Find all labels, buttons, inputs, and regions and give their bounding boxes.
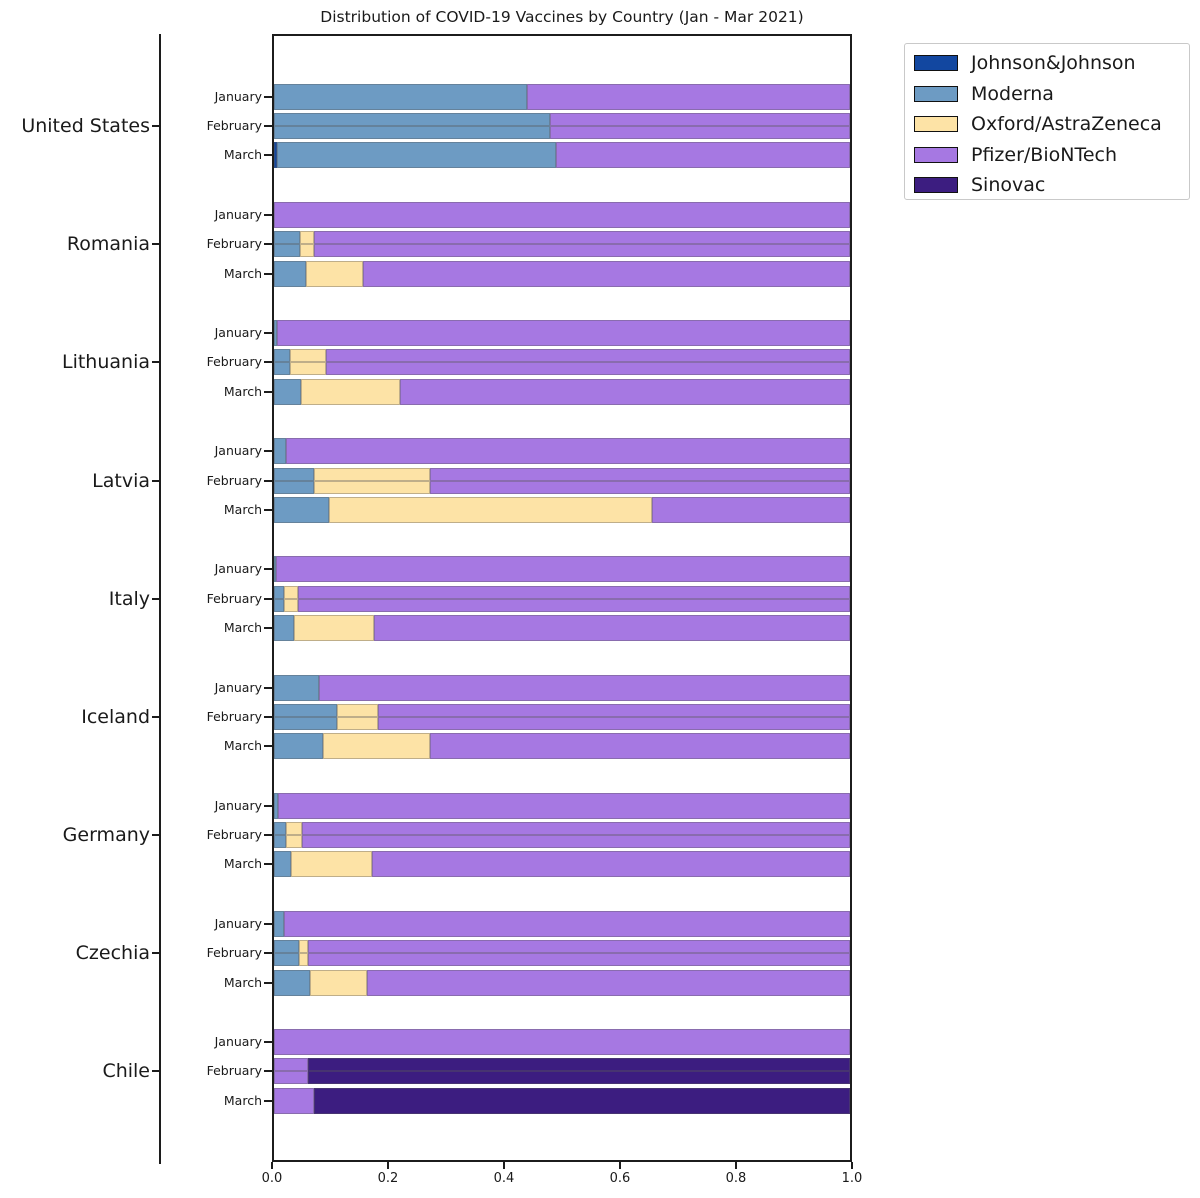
x-axis-tick-label: 0.2 (377, 1171, 399, 1186)
bar-segment-moderna (274, 244, 300, 257)
bar-czechia-february-a (274, 940, 850, 953)
bar-segment-moderna (274, 851, 291, 877)
bar-germany-january (274, 793, 850, 819)
country-label-iceland: Iceland (81, 705, 150, 728)
legend-swatch-pfizer-biontech (914, 147, 958, 163)
month-label-latvia-january: January (214, 443, 262, 459)
country-label-germany: Germany (62, 824, 150, 847)
month-tick (264, 361, 272, 363)
bar-segment-oxford-astrazeneca (290, 349, 326, 362)
bar-segment-moderna (274, 362, 290, 375)
month-label-united-states-march: March (223, 147, 262, 163)
bar-segment-oxford-astrazeneca (284, 586, 297, 599)
legend-swatch-johnson-johnson (914, 55, 958, 71)
x-axis-tick-label: 0.6 (609, 1171, 631, 1186)
month-label-iceland-february: February (206, 708, 262, 724)
bar-segment-oxford-astrazeneca (300, 231, 314, 244)
bar-czechia-march (274, 970, 850, 996)
month-tick (264, 863, 272, 865)
bar-segment-oxford-astrazeneca (291, 851, 372, 877)
bar-latvia-january (274, 438, 850, 464)
bar-segment-pfizer-biontech (302, 822, 850, 835)
legend-label-sinovac: Sinovac (971, 174, 1046, 196)
bar-germany-february-a (274, 822, 850, 835)
bar-segment-moderna (274, 84, 527, 110)
bar-chile-january (274, 1029, 850, 1055)
legend-swatch-sinovac (914, 177, 958, 193)
plot-area (272, 34, 852, 1162)
bar-italy-february-a (274, 586, 850, 599)
bar-segment-pfizer-biontech (298, 599, 850, 612)
bar-iceland-january (274, 675, 850, 701)
month-tick (264, 509, 272, 511)
month-tick (264, 923, 272, 925)
bar-segment-moderna (274, 835, 286, 848)
bar-united-states-march (274, 142, 850, 168)
bar-segment-moderna (274, 717, 337, 730)
month-label-czechia-march: March (223, 974, 262, 990)
bar-lithuania-february-b (274, 362, 850, 375)
month-label-romania-january: January (214, 206, 262, 222)
bar-segment-oxford-astrazeneca (314, 481, 430, 494)
month-tick (264, 716, 272, 718)
legend-swatch-moderna (914, 86, 958, 102)
bar-segment-moderna (274, 126, 550, 139)
month-label-chile-march: March (223, 1092, 262, 1108)
month-label-germany-january: January (214, 797, 262, 813)
month-tick (264, 273, 272, 275)
bar-segment-pfizer-biontech (298, 586, 850, 599)
month-label-italy-january: January (214, 561, 262, 577)
legend-item-moderna (905, 83, 1189, 105)
x-axis-tick-label: 0.8 (725, 1171, 747, 1186)
x-axis-tick (619, 1162, 621, 1169)
bar-segment-pfizer-biontech (284, 911, 850, 937)
country-label-romania: Romania (66, 233, 150, 256)
bar-iceland-february-b (274, 717, 850, 730)
month-label-romania-march: March (223, 265, 262, 281)
month-tick (264, 952, 272, 954)
month-label-iceland-march: March (223, 738, 262, 754)
month-tick (264, 96, 272, 98)
bar-segment-oxford-astrazeneca (290, 362, 326, 375)
bar-latvia-march (274, 497, 850, 523)
country-label-latvia: Latvia (92, 469, 150, 492)
bar-segment-pfizer-biontech (308, 953, 850, 966)
bar-iceland-february-a (274, 704, 850, 717)
bar-segment-pfizer-biontech (430, 733, 850, 759)
bar-segment-moderna (274, 349, 290, 362)
bar-segment-oxford-astrazeneca (286, 835, 302, 848)
bar-segment-pfizer-biontech (277, 320, 850, 346)
bar-united-states-january (274, 84, 850, 110)
bar-segment-pfizer-biontech (363, 261, 850, 287)
bar-italy-march (274, 615, 850, 641)
bar-segment-moderna (274, 113, 550, 126)
month-tick (264, 834, 272, 836)
bar-segment-pfizer-biontech (367, 970, 850, 996)
bar-segment-oxford-astrazeneca (306, 261, 364, 287)
bar-segment-pfizer-biontech (550, 126, 850, 139)
bar-united-states-february-a (274, 113, 850, 126)
bar-segment-pfizer-biontech (326, 349, 850, 362)
month-label-latvia-march: March (223, 501, 262, 517)
bar-segment-oxford-astrazeneca (337, 704, 378, 717)
bar-segment-moderna (274, 468, 314, 481)
bar-segment-moderna (274, 911, 284, 937)
month-tick (264, 627, 272, 629)
bar-segment-pfizer-biontech (276, 556, 850, 582)
bar-segment-moderna (274, 970, 310, 996)
month-label-germany-february: February (206, 827, 262, 843)
legend-label-moderna: Moderna (971, 82, 1054, 105)
bar-lithuania-march (274, 379, 850, 405)
bar-segment-moderna (274, 615, 294, 641)
bar-germany-march (274, 851, 850, 877)
bar-segment-pfizer-biontech (274, 1071, 308, 1084)
bar-segment-pfizer-biontech (274, 1058, 308, 1071)
month-tick (264, 1100, 272, 1102)
x-axis-tick (503, 1162, 505, 1169)
bar-segment-moderna (274, 261, 306, 287)
x-axis-tick-label: 0.4 (493, 1171, 515, 1186)
month-tick (264, 805, 272, 807)
month-label-germany-march: March (223, 856, 262, 872)
bar-segment-pfizer-biontech (326, 362, 850, 375)
bar-segment-oxford-astrazeneca (310, 970, 367, 996)
bar-segment-pfizer-biontech (652, 497, 850, 523)
bar-segment-oxford-astrazeneca (337, 717, 378, 730)
country-label-lithuania: Lithuania (61, 351, 150, 374)
bar-segment-pfizer-biontech (378, 717, 850, 730)
month-tick (264, 332, 272, 334)
bar-czechia-january (274, 911, 850, 937)
bar-segment-pfizer-biontech (430, 468, 850, 481)
bar-lithuania-february-a (274, 349, 850, 362)
bar-segment-pfizer-biontech (374, 615, 850, 641)
bar-czechia-february-b (274, 953, 850, 966)
bar-segment-pfizer-biontech (430, 481, 850, 494)
country-label-united-states: United States (21, 115, 150, 138)
bar-segment-moderna (274, 231, 300, 244)
x-axis-tick (271, 1162, 273, 1169)
month-label-chile-january: January (214, 1034, 262, 1050)
bar-segment-pfizer-biontech (274, 1029, 850, 1055)
legend-label-johnson-johnson: Johnson&Johnson (971, 52, 1136, 74)
legend-item-pfizer-biontech (905, 144, 1189, 166)
bar-chile-february-a (274, 1058, 850, 1071)
bar-romania-february-a (274, 231, 850, 244)
country-label-czechia: Czechia (75, 942, 150, 965)
month-tick (264, 687, 272, 689)
bar-segment-moderna (274, 379, 301, 405)
legend-label-pfizer-biontech: Pfizer/BioNTech (971, 143, 1118, 166)
month-label-italy-february: February (206, 590, 262, 606)
legend-label-oxford-astrazeneca: Oxford/AstraZeneca (971, 113, 1162, 135)
month-tick (264, 745, 272, 747)
month-label-romania-february: February (206, 236, 262, 252)
month-tick (264, 568, 272, 570)
bar-segment-oxford-astrazeneca (299, 953, 308, 966)
bar-segment-pfizer-biontech (378, 704, 850, 717)
bar-segment-oxford-astrazeneca (284, 599, 297, 612)
x-axis-tick (851, 1162, 853, 1169)
bar-segment-pfizer-biontech (274, 202, 850, 228)
bar-chile-february-b (274, 1071, 850, 1084)
legend-item-sinovac (905, 174, 1189, 196)
month-tick (264, 1070, 272, 1072)
month-label-iceland-january: January (214, 679, 262, 695)
month-tick (264, 391, 272, 393)
bar-segment-moderna (274, 822, 286, 835)
bar-segment-oxford-astrazeneca (314, 468, 430, 481)
bar-segment-moderna (274, 599, 284, 612)
bar-segment-moderna (277, 142, 556, 168)
bar-segment-oxford-astrazeneca (323, 733, 430, 759)
month-label-united-states-january: January (214, 88, 262, 104)
bar-segment-pfizer-biontech (274, 1088, 314, 1114)
bar-segment-pfizer-biontech (556, 142, 850, 168)
bar-chile-march (274, 1088, 850, 1114)
month-label-latvia-february: February (206, 472, 262, 488)
bar-segment-pfizer-biontech (550, 113, 850, 126)
bar-latvia-february-b (274, 481, 850, 494)
month-label-czechia-january: January (214, 915, 262, 931)
month-label-italy-march: March (223, 620, 262, 636)
bar-segment-sinovac (314, 1088, 850, 1114)
bar-segment-moderna (274, 497, 329, 523)
bar-segment-moderna (274, 733, 323, 759)
bar-united-states-february-b (274, 126, 850, 139)
bar-segment-oxford-astrazeneca (329, 497, 652, 523)
bar-romania-february-b (274, 244, 850, 257)
bar-italy-january (274, 556, 850, 582)
month-tick (264, 982, 272, 984)
bar-italy-february-b (274, 599, 850, 612)
legend-swatch-oxford-astrazeneca (914, 116, 958, 132)
bar-germany-february-b (274, 835, 850, 848)
bar-segment-pfizer-biontech (400, 379, 850, 405)
bar-latvia-february-a (274, 468, 850, 481)
bar-segment-moderna (274, 586, 284, 599)
bar-segment-moderna (274, 940, 299, 953)
bar-segment-sinovac (308, 1058, 850, 1071)
x-axis-tick-label: 0.0 (261, 1171, 283, 1186)
bar-segment-moderna (274, 481, 314, 494)
month-label-chile-february: February (206, 1063, 262, 1079)
bar-segment-moderna (274, 704, 337, 717)
bar-segment-pfizer-biontech (527, 84, 850, 110)
x-axis-tick (735, 1162, 737, 1169)
bar-segment-sinovac (308, 1071, 850, 1084)
month-tick (264, 480, 272, 482)
month-label-lithuania-march: March (223, 383, 262, 399)
month-tick (264, 243, 272, 245)
month-tick (264, 450, 272, 452)
bar-lithuania-january (274, 320, 850, 346)
bar-segment-pfizer-biontech (308, 940, 850, 953)
bar-segment-moderna (274, 675, 319, 701)
month-label-united-states-february: February (206, 118, 262, 134)
bar-segment-pfizer-biontech (278, 793, 850, 819)
legend (904, 43, 1190, 200)
month-tick (264, 125, 272, 127)
bar-segment-oxford-astrazeneca (299, 940, 308, 953)
x-axis-tick (387, 1162, 389, 1169)
bar-segment-pfizer-biontech (286, 438, 850, 464)
bar-romania-march (274, 261, 850, 287)
bar-segment-oxford-astrazeneca (286, 822, 302, 835)
month-tick (264, 598, 272, 600)
month-tick (264, 1041, 272, 1043)
country-label-italy: Italy (108, 587, 150, 610)
month-tick (264, 214, 272, 216)
bar-segment-oxford-astrazeneca (300, 244, 314, 257)
bar-segment-pfizer-biontech (314, 231, 850, 244)
bar-segment-pfizer-biontech (372, 851, 850, 877)
month-label-lithuania-january: January (214, 325, 262, 341)
bar-segment-pfizer-biontech (314, 244, 850, 257)
month-tick (264, 154, 272, 156)
bar-iceland-march (274, 733, 850, 759)
legend-item-oxford-astrazeneca (905, 113, 1189, 135)
month-label-czechia-february: February (206, 945, 262, 961)
country-label-chile: Chile (102, 1060, 150, 1083)
bar-segment-moderna (274, 953, 299, 966)
bar-segment-oxford-astrazeneca (294, 615, 374, 641)
bar-romania-january (274, 202, 850, 228)
bar-segment-pfizer-biontech (302, 835, 850, 848)
month-label-lithuania-february: February (206, 354, 262, 370)
bar-segment-pfizer-biontech (319, 675, 850, 701)
bar-segment-moderna (274, 438, 286, 464)
x-axis-tick-label: 1.0 (841, 1171, 863, 1186)
legend-item-johnson-johnson (905, 52, 1189, 74)
bar-segment-oxford-astrazeneca (301, 379, 400, 405)
chart-title: Distribution of COVID-19 Vaccines by Country (Jan - Mar 2021) (320, 8, 804, 26)
